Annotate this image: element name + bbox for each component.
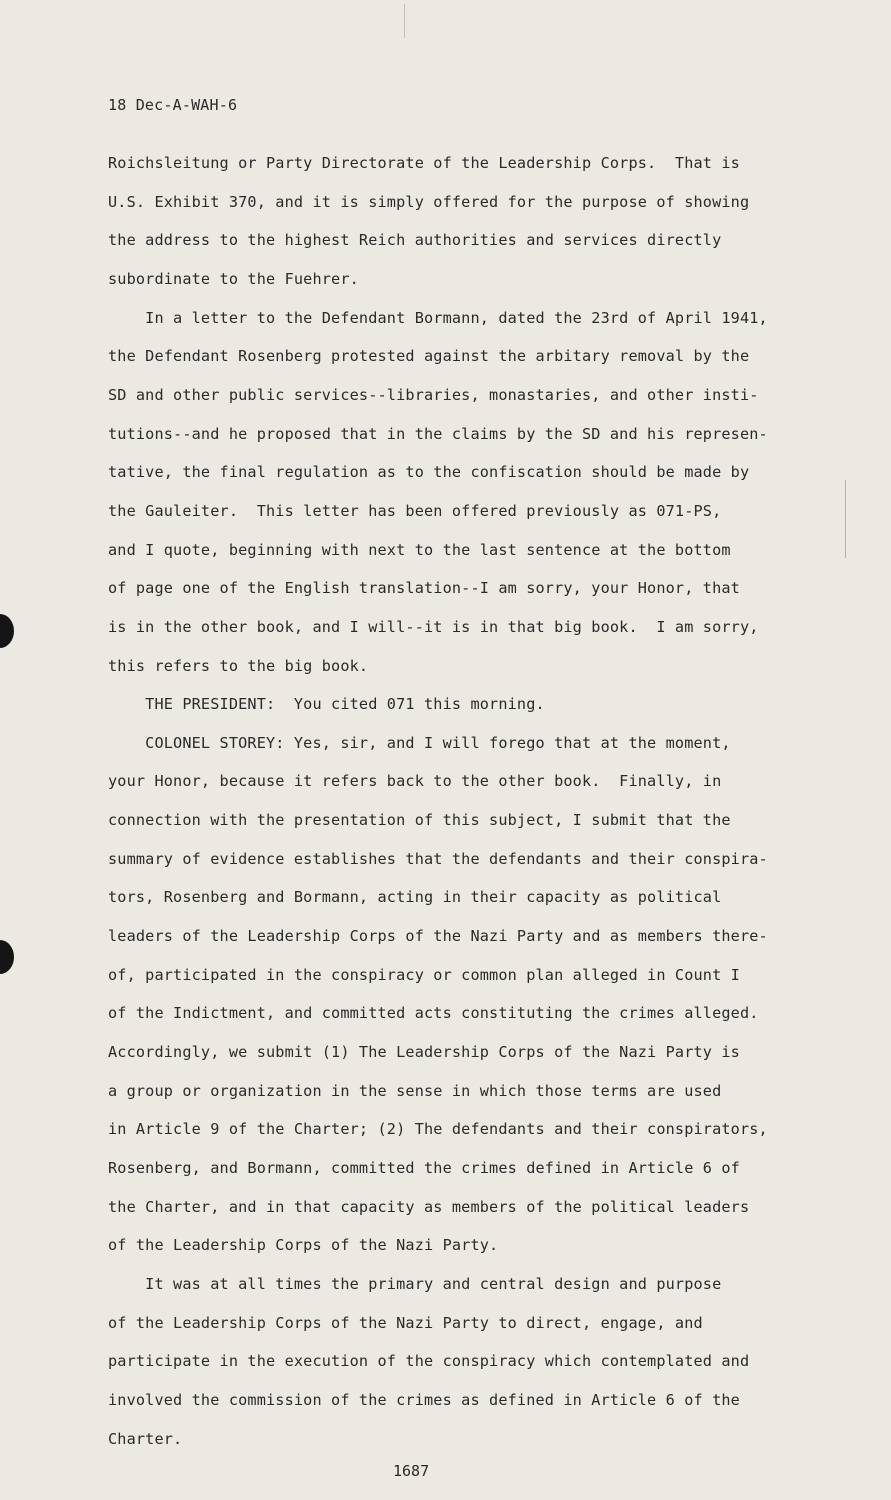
text-line: the address to the highest Reich authorities and services directly [108, 231, 722, 250]
text-line: of, participated in the conspiracy or common plan alleged in Count I [108, 965, 740, 984]
text-line: COLONEL STOREY: Yes, sir, and I will forego that at the moment, [108, 733, 731, 752]
text-line: in Article 9 of the Charter; (2) The defendants and their conspirators, [108, 1120, 768, 1139]
text-line: SD and other public services--libraries, monastaries, and other insti- [108, 385, 759, 404]
text-line: participate in the execution of the conspiracy which contemplated and [108, 1352, 750, 1371]
document-header-ref: 18 Dec-A-WAH-6 [108, 96, 238, 114]
text-line: Accordingly, we submit (1) The Leadership Corps of the Nazi Party is [108, 1042, 740, 1061]
text-line: involved the commission of the crimes as defined in Article 6 of the [108, 1390, 740, 1409]
text-line: the Charter, and in that capacity as members of the political leaders [108, 1197, 750, 1216]
text-line: this refers to the big book. [108, 656, 369, 675]
text-line: THE PRESIDENT: You cited 071 this morning. [108, 695, 545, 714]
text-line: U.S. Exhibit 370, and it is simply offered for the purpose of showing [108, 192, 750, 211]
fold-mark [404, 4, 405, 38]
text-line: tative, the final regulation as to the confiscation should be made by [108, 463, 750, 482]
text-line: a group or organization in the sense in which those terms are used [108, 1081, 722, 1100]
text-line: the Gauleiter. This letter has been offered previously as 071-PS, [108, 501, 722, 520]
text-line: connection with the presentation of this subject, I submit that the [108, 811, 731, 829]
text-line: of the Leadership Corps of the Nazi Party to direct, engage, and [108, 1313, 703, 1332]
text-line: of the Leadership Corps of the Nazi Party. [108, 1236, 499, 1255]
text-line: In a letter to the Defendant Bormann, dated the 23rd of April 1941, [108, 308, 768, 327]
text-line: your Honor, because it refers back to the other book. Finally, in [108, 772, 722, 791]
text-line: Charter. [108, 1429, 183, 1448]
text-line: summary of evidence establishes that the defendants and their conspira- [108, 849, 768, 868]
text-line: tutions--and he proposed that in the claims by the SD and his represen- [108, 424, 768, 443]
text-line: of page one of the English translation--I am sorry, your Honor, that [108, 579, 740, 598]
margin-line [845, 480, 846, 558]
text-line: Rоichsleitung or Party Directorate of the Leadership Corps. That is [108, 154, 740, 172]
text-line: the Defendant Rosenberg protested against the arbitary removal by the [108, 347, 750, 366]
text-line: of the Indictment, and committed acts constituting the crimes alleged. [108, 1004, 759, 1023]
text-line: subordinate to the Fuehrer. [108, 269, 359, 288]
text-line: leaders of the Leadership Corps of the Nazi Party and as members there- [108, 927, 768, 945]
punch-hole-top [0, 614, 14, 648]
text-line: It was at all times the primary and central design and purpose [108, 1274, 722, 1293]
punch-hole-bottom [0, 940, 14, 974]
page-number: 1687 [393, 1462, 430, 1480]
text-line: tors, Rosenberg and Bormann, acting in their capacity as political [108, 888, 722, 907]
text-line: Rosenberg, and Bormann, committed the crimes defined in Article 6 of [108, 1158, 740, 1177]
text-line: is in the other book, and I will--it is in that big book. I am sorry, [108, 617, 759, 636]
text-line: and I quote, beginning with next to the last sentence at the bottom [108, 540, 731, 559]
